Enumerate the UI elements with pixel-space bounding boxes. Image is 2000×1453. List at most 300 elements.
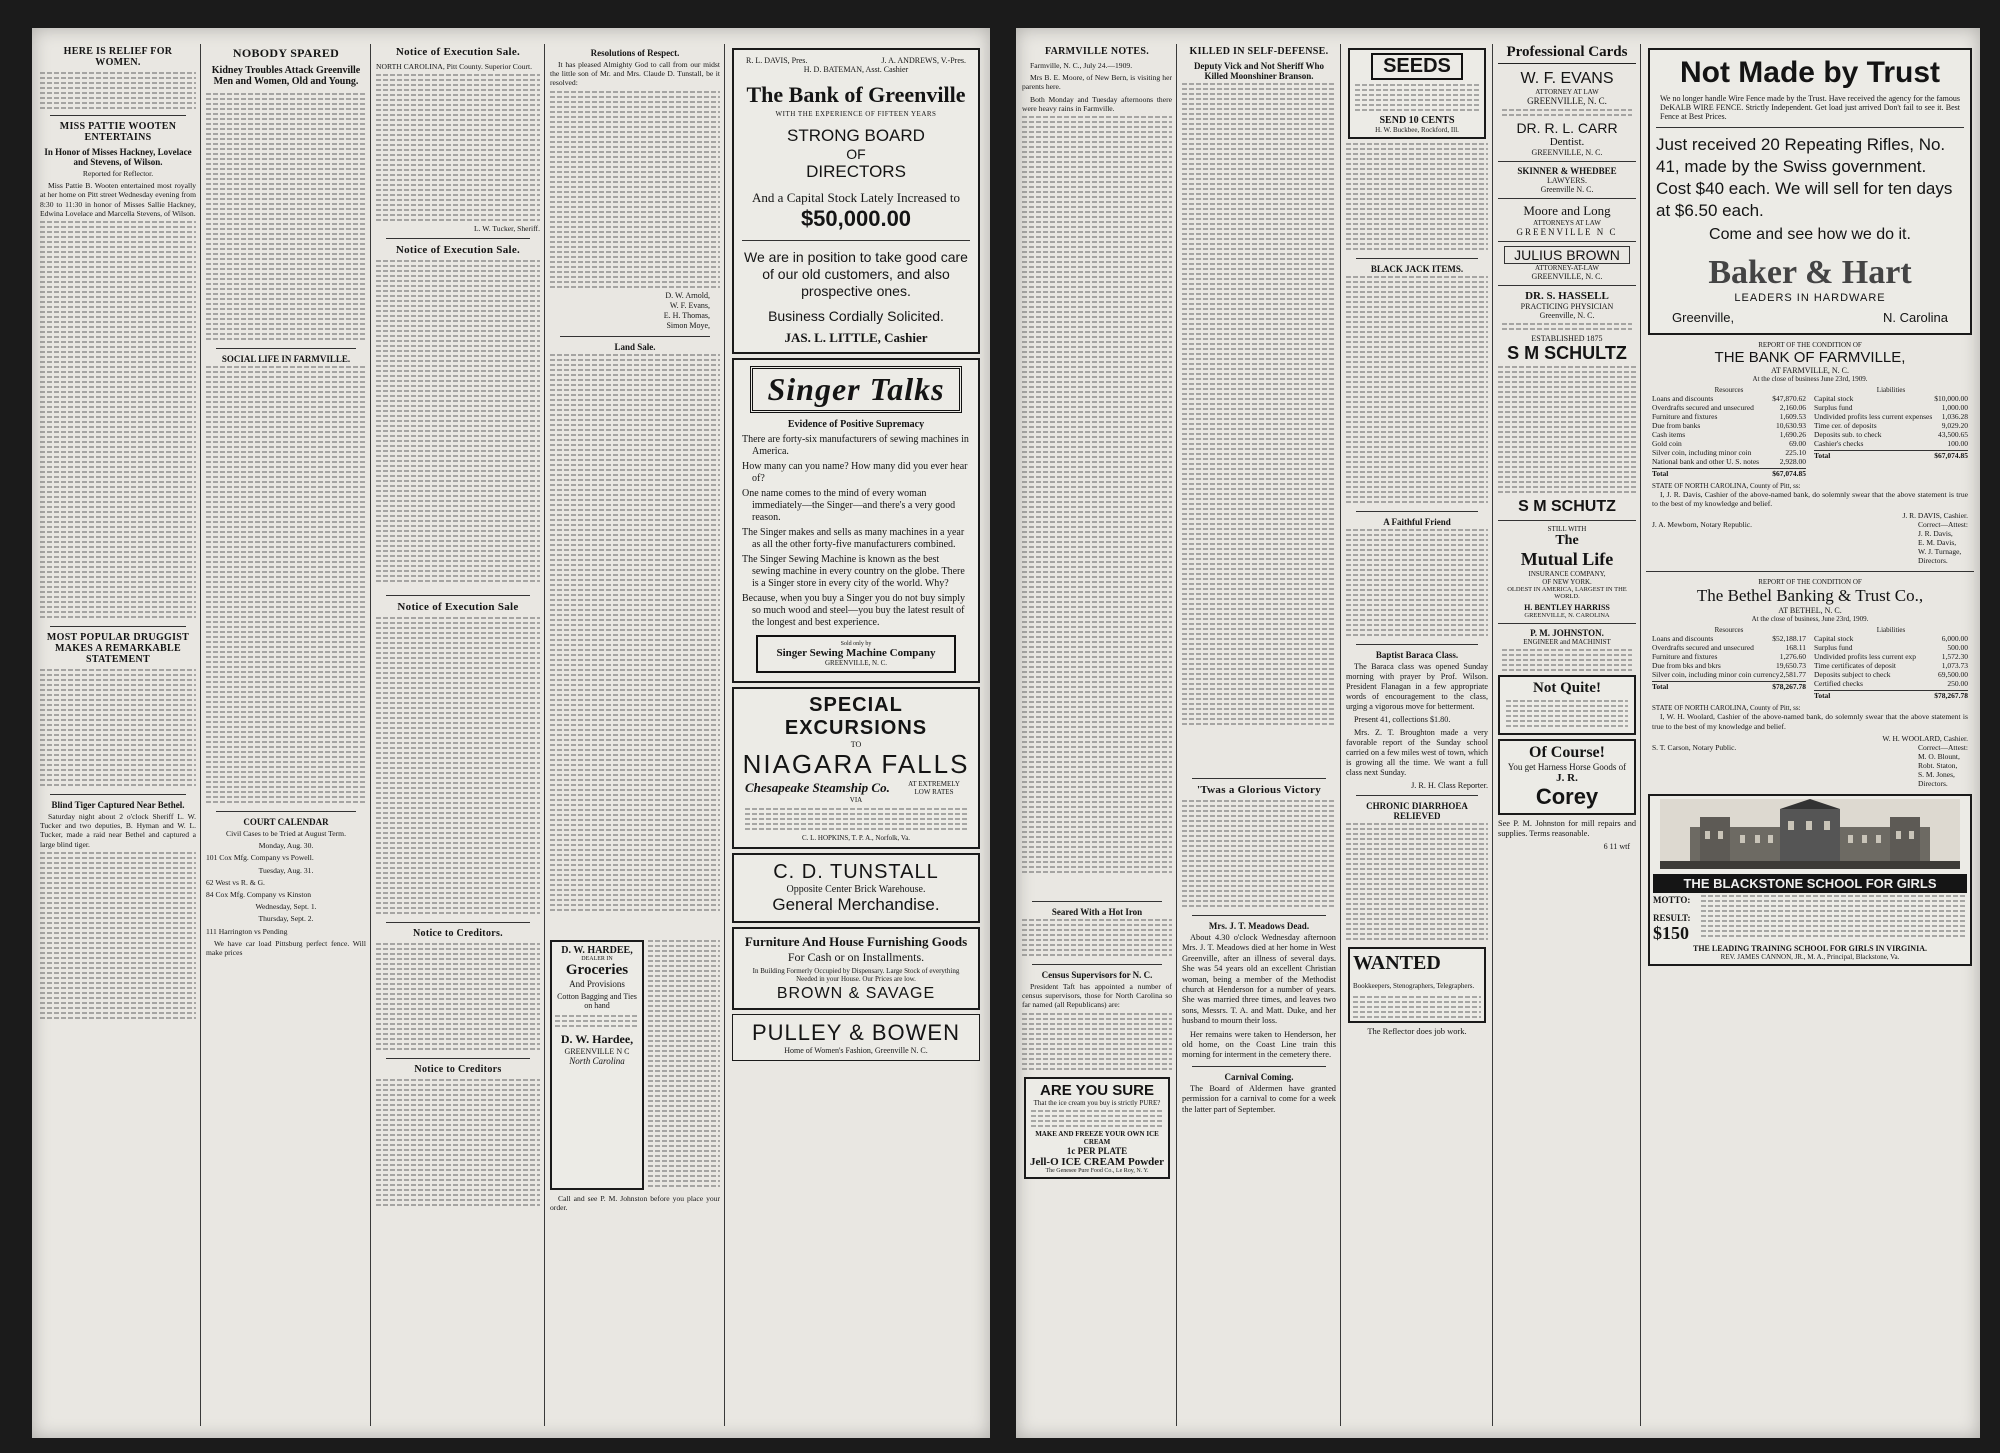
court-calendar-line: Monday, Aug. 30. bbox=[258, 841, 314, 851]
report-row-value: 6,000.00 bbox=[1941, 634, 1968, 644]
excursion-agent: C. L. HOPKINS, T. P. A., Norfolk, Va. bbox=[801, 834, 911, 842]
mutual-insurance: INSURANCE COMPANY, bbox=[1528, 570, 1606, 578]
headline-baraca: Baptist Baraca Class. bbox=[1375, 650, 1459, 660]
column-rule bbox=[200, 44, 201, 1426]
report-row-value: 500.00 bbox=[1947, 643, 1968, 653]
report-row-value: 2,160.06 bbox=[1779, 403, 1806, 412]
report-1-name: THE BANK OF FARMVILLE, bbox=[1714, 349, 1906, 366]
report-row-label: Capital stock bbox=[1814, 634, 1854, 644]
julius-brown-title: ATTORNEY-AT-LAW bbox=[1535, 264, 1599, 272]
faded-text-block bbox=[1502, 323, 1632, 330]
report-row-label: Time cer. of deposits bbox=[1814, 421, 1877, 430]
report-1-resources-label: Resources bbox=[1714, 386, 1744, 394]
report-row-value: 2,581.77 bbox=[1779, 670, 1806, 680]
hardee-state: North Carolina bbox=[569, 1055, 625, 1066]
report-2-total-value: $78,267.78 bbox=[1772, 682, 1806, 692]
report-row-value: 2,928.00 bbox=[1779, 457, 1806, 466]
bank-of-greenville-ad bbox=[732, 48, 980, 354]
seeds-ad bbox=[1348, 48, 1486, 139]
report-row bbox=[1814, 421, 1968, 430]
faded-text-block bbox=[376, 1079, 540, 1209]
rifles-come: Come and see how we do it. bbox=[1709, 226, 1911, 243]
hardee-groceries: Groceries bbox=[565, 961, 629, 978]
tunstall-ad bbox=[732, 853, 980, 923]
headline-miss-pattie: MISS PATTIE WOOTEN ENTERTAINS bbox=[59, 121, 177, 143]
faded-text-block bbox=[376, 617, 540, 917]
report-2-head: REPORT OF THE CONDITION OF bbox=[1758, 578, 1862, 587]
left-column-2 bbox=[206, 44, 366, 1426]
headline-carnival: Carnival Coming. bbox=[1224, 1071, 1294, 1082]
faded-text-block bbox=[1022, 116, 1172, 896]
faded-text-block bbox=[648, 940, 720, 1190]
faded-text-block bbox=[40, 72, 196, 109]
faded-text-block bbox=[1353, 996, 1481, 1018]
seeds-title: SEEDS bbox=[1371, 53, 1463, 80]
bank-of: OF bbox=[846, 146, 866, 162]
mutual-oldest: OLDEST IN AMERICA, LARGEST IN THE WORLD. bbox=[1507, 586, 1627, 600]
headline-black-jack: BLACK JACK ITEMS. bbox=[1370, 264, 1464, 274]
excursion-via: VIA bbox=[849, 796, 863, 804]
report-row bbox=[1814, 661, 1968, 670]
report-row-value: $47,870.62 bbox=[1772, 394, 1806, 403]
hassell-title: PRACTICING PHYSICIAN bbox=[1520, 302, 1614, 311]
subhead-kidney: Kidney Troubles Attack Greenville Men and Women, Old and Young. bbox=[211, 65, 361, 87]
report-row-label: Deposits sub. to check bbox=[1814, 430, 1882, 439]
bank-strong: STRONG BOARD bbox=[787, 126, 925, 145]
farmville-note-2: Both Monday and Tuesday afternoons there were heavy rains in Farmville. bbox=[1022, 94, 1172, 113]
headline-nobody-spared: NOBODY SPARED bbox=[232, 46, 340, 60]
school-building-illustration bbox=[1660, 799, 1960, 869]
report-1-directors bbox=[1918, 529, 1968, 556]
director-name: E. M. Davis, bbox=[1918, 538, 1957, 548]
report-row-label: Furniture and fixtures bbox=[1652, 412, 1718, 421]
report-row-value: 69,500.00 bbox=[1938, 670, 1968, 680]
farmville-bank-report bbox=[1646, 339, 1974, 567]
report-row-label: Time certificates of deposit bbox=[1814, 661, 1896, 671]
report-row-label: Cashier's checks bbox=[1814, 439, 1864, 448]
bank-solicit: Business Cordially Solicited. bbox=[768, 308, 944, 324]
report-row-label: Undivided profits less current expenses bbox=[1814, 412, 1933, 421]
report-row-value: 43,500.65 bbox=[1938, 430, 1968, 439]
evans-name: W. F. EVANS bbox=[1520, 70, 1614, 87]
headline-notice-creditors-2: Notice to Creditors bbox=[414, 1064, 502, 1076]
hardee-name-2: D. W. Hardee, bbox=[560, 1031, 634, 1046]
pulley-bowen-name: PULLEY & BOWEN bbox=[752, 1020, 960, 1045]
report-2-resources bbox=[1652, 634, 1806, 679]
subhead-killed: Deputy Vick and Not Sheriff Who Killed Moonshiner Branson. bbox=[1193, 61, 1325, 81]
report-row bbox=[1814, 403, 1968, 412]
report-row-value: 168.11 bbox=[1785, 643, 1806, 653]
blackstone-school-ad bbox=[1648, 794, 1972, 966]
report-2-resources-label: Resources bbox=[1714, 626, 1744, 635]
court-calendar-list bbox=[206, 841, 366, 936]
wanted-title: WANTED bbox=[1353, 952, 1441, 975]
report-row-label: Overdrafts secured and unsecured bbox=[1652, 643, 1754, 653]
faded-text-block bbox=[1701, 895, 1967, 937]
report-row-label: Furniture and fixtures bbox=[1652, 652, 1718, 662]
report-row-label: Deposits subject to check bbox=[1814, 670, 1891, 680]
report-1-sworn: I, J. R. Davis, Cashier of the above-named bank, do solemnly swear that the above statement is true to the best of my knowledge and belief. bbox=[1652, 490, 1968, 509]
baker-hart-town: Greenville, bbox=[1672, 310, 1735, 325]
report-2-name: The Bethel Banking & Trust Co., bbox=[1696, 586, 1924, 606]
report-row-label: Undivided profits less current exp bbox=[1814, 652, 1917, 662]
report-1-total-label: Total bbox=[1652, 469, 1669, 478]
hardee-town: GREENVILLE N C bbox=[564, 1046, 630, 1056]
report-2-correct: Correct—Attest: bbox=[1918, 742, 1968, 752]
bethel-bank-report bbox=[1646, 576, 1974, 789]
article-blind-tiger: Saturday night about 2 o'clock Sheriff L. W. Tucker and two deputies, B. Hyman and W. L. Tucker, made a raid near Bethel and captured a large blind tiger. bbox=[40, 812, 196, 849]
faded-text-block bbox=[1022, 1013, 1172, 1073]
column-rule bbox=[1492, 44, 1493, 1426]
report-row bbox=[1652, 394, 1806, 403]
excursion-ad bbox=[732, 687, 980, 849]
brown-savage-name: BROWN & SAVAGE bbox=[776, 985, 936, 1002]
report-row-value: 1,690.26 bbox=[1779, 430, 1806, 439]
faded-text-block bbox=[1355, 84, 1479, 111]
report-row bbox=[1814, 430, 1968, 439]
seeds-firm: H. W. Buckbee, Rockford, Ill. bbox=[1375, 126, 1459, 134]
moore-long-town: GREENVILLE N C bbox=[1516, 227, 1618, 237]
blackstone-result: RESULT: bbox=[1653, 912, 1691, 923]
fence-note: We have car load Pittsburg perfect fence. Will make prices bbox=[206, 938, 366, 958]
reported-line: Reported for Reflector. bbox=[82, 169, 154, 178]
headline-glorious: 'Twas a Glorious Victory bbox=[1196, 784, 1322, 796]
rifles-offer: Just received 20 Repeating Rifles, No. 41, made by the Swiss government. Cost $40 each. We will sell for ten days at $6.50 each. bbox=[1656, 135, 1953, 220]
report-row-value: 69.00 bbox=[1789, 439, 1806, 448]
moore-long-title: ATTORNEYS AT LAW bbox=[1533, 219, 1601, 227]
faded-text-block bbox=[1022, 919, 1172, 959]
report-row-label: Capital stock bbox=[1814, 394, 1854, 403]
hassell-name: DR. S. HASSELL bbox=[1525, 290, 1609, 302]
article-baraca: The Baraca class was opened Sunday morning with prayer by Prof. Wilson. President Flanagan in a few appropriate words of encouragement to the class, urging a vigorous move for betterment. bbox=[1346, 662, 1488, 711]
julius-brown-name: JULIUS BROWN bbox=[1504, 246, 1630, 264]
jello-ad bbox=[1024, 1077, 1170, 1179]
article-resolutions: It has pleased Almighty God to call from our midst the little son of Mr. and Mrs. Claude D. Tunstall, be it resolved: bbox=[550, 60, 720, 88]
blackstone-title: THE BLACKSTONE SCHOOL FOR GIRLS bbox=[1653, 874, 1967, 893]
baker-hart-name: Baker & Hart bbox=[1708, 254, 1912, 291]
bank-asst-cashier: H. D. BATEMAN, Asst. Cashier bbox=[803, 65, 909, 74]
report-row bbox=[1652, 412, 1806, 421]
right-column-1 bbox=[1022, 44, 1172, 1426]
baker-hart-subtitle: LEADERS IN HARDWARE bbox=[1734, 292, 1886, 304]
report-row bbox=[1652, 634, 1806, 643]
headline-seared: Seared With a Hot Iron bbox=[1051, 907, 1143, 918]
report-row-value: 100.00 bbox=[1947, 439, 1968, 448]
report-1-total-label-l: Total bbox=[1814, 451, 1831, 460]
director-name: S. M. Jones, bbox=[1918, 769, 1955, 779]
signer-name: E. H. Thomas, bbox=[663, 310, 710, 320]
julius-brown-town: GREENVILLE, N. C. bbox=[1531, 272, 1603, 281]
report-row bbox=[1814, 679, 1968, 688]
singer-soldby: Sold only by bbox=[840, 641, 872, 647]
jello-title: ARE YOU SURE bbox=[1040, 1081, 1154, 1099]
report-1-total-value-l: $67,074.85 bbox=[1934, 451, 1968, 460]
not-made-by-trust-body: We no longer handle Wire Fence made by the Trust. Have received the agency for the famous DeKALB WIRE FENCE. Strictly Independent. Get load just arrived Don't fail to see it. Best Fence at Best Prices. bbox=[1660, 94, 1960, 121]
report-1-correct: Correct—Attest: bbox=[1918, 520, 1968, 530]
signer-name: Simon Moye, bbox=[666, 320, 710, 330]
pulley-bowen-subtitle: Home of Women's Fashion, Greenville N. C. bbox=[784, 1046, 928, 1055]
faded-text-block bbox=[206, 366, 366, 806]
corey-initials: J. R. bbox=[1556, 772, 1578, 784]
report-row bbox=[1814, 394, 1968, 403]
report-1-at: AT FARMVILLE, N. C. bbox=[1771, 366, 1849, 375]
director-name: J. R. Davis, bbox=[1918, 529, 1953, 539]
bank-president: R. L. DAVIS, Pres. bbox=[746, 56, 808, 65]
article-meadows-2: Her remains were taken to Henderson, her old home, on the Coast Line train this morning for interment in the cemetery there. bbox=[1182, 1029, 1336, 1060]
report-row bbox=[1814, 412, 1968, 421]
professional-cards-header: Professional Cards bbox=[1498, 44, 1636, 64]
bank-cashier: JAS. L. LITTLE, Cashier bbox=[784, 330, 928, 345]
faded-text-block bbox=[550, 354, 720, 934]
not-quite-title: Not Quite! bbox=[1533, 680, 1601, 696]
furniture-subtitle: For Cash or on Installments. bbox=[787, 950, 925, 964]
brown-savage-ad bbox=[732, 927, 980, 1010]
mutual-name: Mutual Life bbox=[1520, 549, 1614, 569]
pmj-tag: 6 11 wtf bbox=[1603, 842, 1630, 851]
report-row bbox=[1814, 643, 1968, 652]
court-calendar-line: 101 Cox Mfg. Company vs Powell. bbox=[206, 853, 314, 863]
signer-name: W. F. Evans, bbox=[669, 300, 710, 310]
headline-diarrhoea: CHRONIC DIARRHOEA RELIEVED bbox=[1366, 801, 1468, 822]
article-baraca-2: Present 41, collections $1.80. bbox=[1354, 715, 1451, 724]
report-row-value: 1,036.28 bbox=[1941, 412, 1968, 421]
report-row-value: 1,572.30 bbox=[1941, 652, 1968, 662]
baker-hart-ad bbox=[1648, 48, 1972, 335]
hardee-provisions: And Provisions bbox=[569, 978, 625, 989]
hassell-town: Greenville, N. C. bbox=[1539, 311, 1595, 320]
excursion-destination: NIAGARA FALLS bbox=[742, 749, 970, 779]
schultz-name: S M SCHULTZ bbox=[1507, 343, 1627, 363]
bank-vice-president: J. A. ANDREWS, V.-Pres. bbox=[881, 56, 966, 65]
pmj-name: P. M. JOHNSTON. bbox=[1530, 628, 1604, 638]
left-newspaper-page bbox=[32, 28, 990, 1438]
baraca-signature: J. R. H. Class Reporter. bbox=[1411, 781, 1488, 790]
right-column-5 bbox=[1646, 44, 1974, 1426]
article-census: President Taft has appointed a number of census supervisors, those for North Carolina so far named (all Republicans) are: bbox=[1022, 982, 1172, 1010]
report-1-total-value: $67,074.85 bbox=[1772, 469, 1806, 478]
singer-point: The Singer Sewing Machine is known as the best sewing machine in every country on the globe. There is a Singer store in every city of the world. Why? bbox=[742, 554, 965, 589]
reflector-job-work: The Reflector does job work. bbox=[1367, 1026, 1467, 1037]
headline-execution-sale-1: Notice of Execution Sale. bbox=[395, 46, 521, 58]
excursion-line: Chesapeake Steamship Co. bbox=[745, 780, 890, 795]
court-calendar-line: Thursday, Sept. 2. bbox=[258, 914, 314, 924]
report-1-resources bbox=[1652, 394, 1806, 466]
report-row bbox=[1814, 652, 1968, 661]
court-calendar-line: 84 Cox Mfg. Company vs Kinston bbox=[206, 890, 312, 900]
report-row-label: Surplus fund bbox=[1814, 643, 1853, 653]
blackstone-motto: MOTTO: bbox=[1653, 894, 1691, 905]
singer-point: Because, when you buy a Singer you do not buy simply so much wood and steel—you buy the latest result of the longest and best experience. bbox=[742, 593, 966, 628]
baker-hart-state: N. Carolina bbox=[1882, 310, 1948, 325]
wanted-ad bbox=[1348, 947, 1486, 1023]
blackstone-principal: REV. JAMES CANNON, JR., M. A., Principal, Blackstone, Va. bbox=[1720, 952, 1900, 961]
bank-position: We are in position to take good care of our old customers, and also prospective ones. bbox=[744, 249, 968, 299]
column-rule bbox=[544, 44, 545, 1426]
faded-text-block bbox=[40, 221, 196, 621]
left-column-3 bbox=[376, 44, 540, 1426]
farmville-dateline: Farmville, N. C., July 24.—1909. bbox=[1030, 61, 1133, 70]
report-row-label: Loans and discounts bbox=[1652, 394, 1714, 403]
singer-company: Singer Sewing Machine Company bbox=[776, 647, 936, 659]
report-1-liabilities-label: Liabilities bbox=[1876, 386, 1906, 394]
faded-text-block bbox=[1506, 700, 1628, 727]
mutual-ny: OF NEW YORK. bbox=[1542, 578, 1592, 586]
report-row-value: 9,029.20 bbox=[1941, 421, 1968, 430]
report-row-value: $52,188.17 bbox=[1772, 634, 1806, 644]
headline-relief: HERE IS RELIEF FOR WOMEN. bbox=[63, 46, 173, 68]
report-row bbox=[1652, 652, 1806, 661]
column-rule bbox=[1176, 44, 1177, 1426]
report-1-liabilities bbox=[1814, 394, 1968, 448]
report-row-label: Due from bks and bkrs bbox=[1652, 661, 1721, 671]
report-row-value: 1,276.60 bbox=[1779, 652, 1806, 662]
report-2-cashier: W. H. WOOLARD, Cashier. bbox=[1882, 733, 1968, 743]
report-row-label: Due from banks bbox=[1652, 421, 1701, 430]
report-row-value: 250.00 bbox=[1947, 679, 1968, 689]
report-row bbox=[1652, 457, 1806, 466]
report-row-label: Gold coin bbox=[1652, 439, 1682, 448]
excursion-to: TO bbox=[850, 740, 862, 749]
headline-court-calendar: COURT CALENDAR bbox=[243, 817, 329, 827]
report-row bbox=[1652, 439, 1806, 448]
column-rule bbox=[370, 44, 371, 1426]
column-rule bbox=[1640, 44, 1641, 1426]
court-calendar-line: Tuesday, Aug. 31. bbox=[258, 865, 314, 875]
faded-text-block bbox=[1031, 1110, 1163, 1127]
faded-text-block bbox=[745, 808, 967, 830]
bank-title: The Bank of Greenville bbox=[746, 82, 966, 107]
skinner-name: SKINNER & WHEDBEE bbox=[1517, 166, 1617, 176]
headline-notice-creditors-1: Notice to Creditors. bbox=[413, 928, 503, 940]
furniture-title: Furniture And House Furnishing Goods bbox=[744, 934, 968, 949]
court-calendar-line: Wednesday, Sept. 1. bbox=[255, 902, 317, 912]
singer-subtitle: Evidence of Positive Supremacy bbox=[787, 419, 925, 430]
tunstall-location: Opposite Center Brick Warehouse. bbox=[786, 884, 926, 895]
headline-meadows: Mrs. J. T. Meadows Dead. bbox=[1208, 921, 1310, 931]
singer-place: GREENVILLE, N. C. bbox=[824, 659, 888, 667]
headline-census: Census Supervisors for N. C. bbox=[1041, 970, 1153, 981]
resolution-signers bbox=[550, 291, 720, 331]
jello-product: Jell-O ICE CREAM Powder bbox=[1029, 1155, 1165, 1168]
evans-title: ATTORNEY AT LAW bbox=[1535, 88, 1599, 96]
court-calendar-line: 62 West vs R. & G. bbox=[206, 877, 265, 887]
skinner-town: Greenville N. C. bbox=[1540, 185, 1594, 194]
article-pattie: Miss Pattie B. Wooten entertained most royally at her home on Pitt street Wednesday evening from 8:30 to 11:30 in honor of Misses Sallie Hackney, Edwina Lovelace and Marcella Stevens, of Wilson. bbox=[40, 181, 196, 218]
report-row bbox=[1652, 670, 1806, 679]
hardee-cotton: Cotton Bagging and Ties on hand bbox=[557, 991, 637, 1010]
article-baraca-3: Mrs. Z. T. Broughton made a very favorable report of the Sunday school carried on a few miles west of town, which is growing all the time. We want a full class next Sunday. bbox=[1346, 728, 1488, 777]
pmj-note: Call and see P. M. Johnston before you place your order. bbox=[550, 1193, 720, 1212]
faded-text-block bbox=[40, 852, 196, 1022]
excursion-rates: AT EXTREMELY LOW RATES bbox=[908, 780, 960, 796]
evans-town: GREENVILLE, N. C. bbox=[1527, 96, 1607, 106]
director-name: W. J. Turnage, bbox=[1918, 547, 1962, 557]
column-rule bbox=[1340, 44, 1341, 1426]
farmville-note-1: Mrs B. E. Moore, of New Bern, is visiting her parents here. bbox=[1022, 73, 1172, 92]
faded-text-block bbox=[1498, 366, 1636, 496]
faded-text-block bbox=[1502, 649, 1632, 671]
report-1-notary: J. A. Mewborn, Notary Republic. bbox=[1652, 520, 1752, 530]
report-2-date: At the close of business, June 23rd, 1909. bbox=[1751, 615, 1869, 624]
sheriff-signature: L. W. Tucker, Sheriff. bbox=[473, 224, 540, 234]
faded-text-block bbox=[1346, 143, 1488, 253]
headline-land-sale: Land Sale. bbox=[614, 341, 656, 352]
faded-text-block bbox=[376, 74, 540, 224]
right-column-4 bbox=[1498, 44, 1636, 1426]
headline-blind-tiger: Blind Tiger Captured Near Bethel. bbox=[51, 800, 185, 811]
report-row-label: Overdrafts secured and unsecured bbox=[1652, 403, 1754, 412]
mutual-still: STILL WITH bbox=[1547, 525, 1587, 533]
right-newspaper-page bbox=[1016, 28, 1980, 1438]
faded-text-block bbox=[40, 669, 196, 789]
pmj-repairs: See P. M. Johnston for mill repairs and supplies. Terms reasonable. bbox=[1498, 819, 1636, 838]
mutual-the: The bbox=[1555, 533, 1579, 548]
schultz-name-2: S M SCHUTZ bbox=[1518, 498, 1616, 515]
carr-name: DR. R. L. CARR bbox=[1516, 120, 1618, 136]
singer-point: The Singer makes and sells as many machines in a year as all the other forty-five manufacturers combined. bbox=[742, 527, 965, 550]
report-1-directors-label: Directors. bbox=[1918, 556, 1948, 566]
headline-social-life: SOCIAL LIFE IN FARMVILLE. bbox=[221, 354, 351, 364]
headline-execution-sale-2: Notice of Execution Sale. bbox=[395, 244, 521, 257]
jello-make: MAKE AND FREEZE YOUR OWN ICE CREAM bbox=[1035, 1129, 1159, 1146]
report-row bbox=[1652, 448, 1806, 457]
column-rule bbox=[724, 44, 725, 1426]
excursion-title: SPECIAL EXCURSIONS bbox=[784, 694, 928, 739]
carr-title: Dentist. bbox=[1549, 136, 1585, 148]
report-row bbox=[1652, 643, 1806, 652]
director-name: M. O. Blount, bbox=[1918, 751, 1960, 761]
report-row-value: 1,073.73 bbox=[1941, 661, 1968, 671]
report-row-value: 1,609.53 bbox=[1779, 412, 1806, 421]
bank-directors: DIRECTORS bbox=[806, 162, 906, 181]
singer-point: There are forty-six manufacturers of sewing machines in America. bbox=[742, 434, 969, 457]
report-row-label: Certified checks bbox=[1814, 679, 1863, 689]
singer-title: Singer Talks bbox=[750, 366, 961, 413]
report-row-value: 10,630.93 bbox=[1776, 421, 1806, 430]
report-1-head: REPORT OF THE CONDITION OF bbox=[1758, 341, 1862, 349]
report-row-value: 19,650.73 bbox=[1776, 661, 1806, 671]
seeds-send: SEND 10 CENTS bbox=[1379, 115, 1455, 126]
report-2-liabilities bbox=[1814, 634, 1968, 688]
report-row-value: $10,000.00 bbox=[1934, 394, 1968, 403]
singer-points bbox=[742, 434, 970, 629]
bank-subtitle: WITH THE EXPERIENCE OF FIFTEEN YEARS bbox=[775, 110, 937, 118]
report-row-label: Cash items bbox=[1652, 430, 1686, 439]
report-2-liabilities-label: Liabilities bbox=[1876, 626, 1906, 635]
report-row bbox=[1652, 430, 1806, 439]
headline-druggist: MOST POPULAR DRUGGIST MAKES A REMARKABLE STATEMENT bbox=[46, 632, 190, 666]
of-course-title: Of Course! bbox=[1529, 744, 1605, 761]
report-row-label: Silver coin, including minor coin currency bbox=[1652, 670, 1780, 680]
report-row bbox=[1814, 670, 1968, 679]
court-calendar-line: 111 Harrington vs Pending bbox=[206, 926, 288, 936]
faded-text-block bbox=[1346, 529, 1488, 639]
jello-cost: 1c PER PLATE bbox=[1066, 1145, 1128, 1156]
mutual-town: GREENVILLE, N. CAROLINA bbox=[1524, 612, 1610, 619]
hardee-dealer: DEALER IN bbox=[581, 955, 613, 962]
article-carnival: The Board of Aldermen have granted permission for a carnival to come for a week the latter part of September. bbox=[1182, 1083, 1336, 1114]
report-2-total-label-l: Total bbox=[1814, 691, 1831, 701]
faded-text-block bbox=[550, 91, 720, 291]
wanted-subtitle: Bookkeepers, Stenographers, Telegraphers. bbox=[1353, 982, 1475, 991]
director-name: Robt. Staton, bbox=[1918, 760, 1958, 770]
of-course-subtitle: You get Harness Horse Goods of bbox=[1507, 762, 1627, 772]
report-2-state: STATE OF NORTH CAROLINA, County of Pitt, ss: bbox=[1652, 704, 1801, 713]
singer-ad bbox=[732, 358, 980, 683]
report-1-date: At the close of business June 23rd, 1909. bbox=[1752, 375, 1868, 383]
corey-ad bbox=[1498, 739, 1636, 815]
carr-town: GREENVILLE, N. C. bbox=[1531, 148, 1603, 157]
